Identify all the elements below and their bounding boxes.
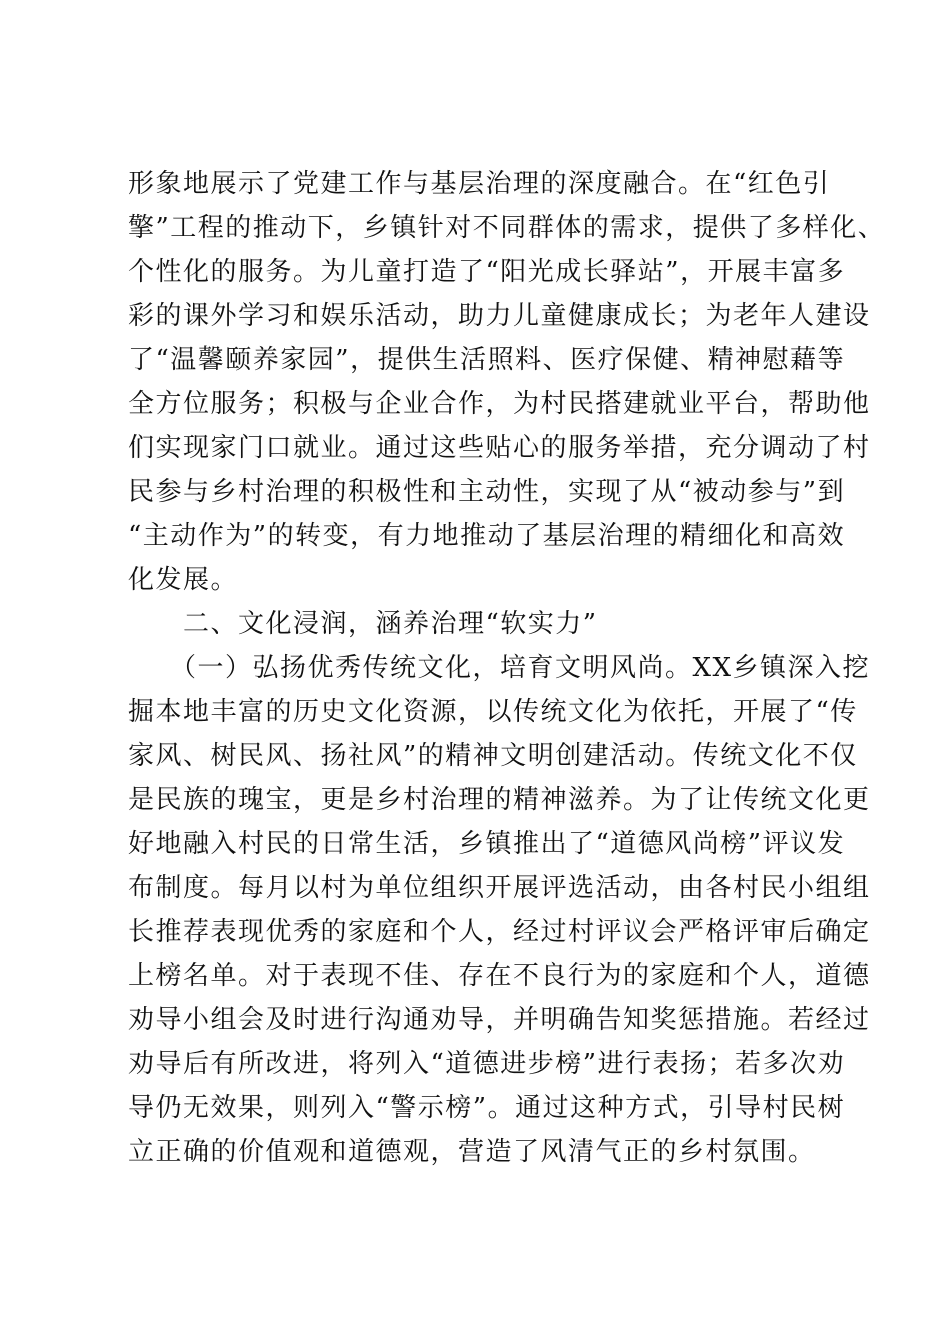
text-line: 家风、树民风、扬社风”的精神文明创建活动。传统文化不仅	[128, 741, 858, 771]
text-line: 个性化的服务。为儿童打造了“阳光成长驿站”，开展丰富多	[128, 257, 846, 287]
text-line: 长推荐表现优秀的家庭和个人，经过村评议会严格评审后确定	[128, 917, 871, 947]
section-heading: 二、文化浸润，涵养治理“软实力”	[128, 609, 598, 639]
text-line: 擎”工程的推动下，乡镇针对不同群体的需求，提供了多样化、	[128, 213, 886, 243]
text-line: 上榜名单。对于表现不佳、存在不良行为的家庭和个人，道德	[128, 961, 871, 991]
text-line: 是民族的瑰宝，更是乡村治理的精神滋养。为了让传统文化更	[128, 785, 871, 815]
text-line: （一）弘扬优秀传统文化，培育文明风尚。XX乡镇深入挖	[128, 653, 871, 683]
section-heading-culture	[128, 602, 848, 646]
text-line: “主动作为”的转变，有力地推动了基层治理的精细化和高效	[128, 521, 846, 551]
paragraph-services	[128, 162, 886, 602]
text-line: 形象地展示了党建工作与基层治理的深度融合。在“红色引	[128, 169, 831, 199]
text-line: 化发展。	[128, 565, 239, 595]
text-line: 了“温馨颐养家园”，提供生活照料、医疗保健、精神慰藉等	[128, 345, 846, 375]
text-line: 劝导后有所改进，将列入“道德进步榜”进行表扬；若多次劝	[128, 1049, 846, 1079]
paragraph-tradition	[128, 646, 871, 1174]
text-line: 劝导小组会及时进行沟通劝导，并明确告知奖惩措施。若经过	[128, 1005, 871, 1035]
text-line: 掘本地丰富的历史文化资源，以传统文化为依托，开展了“传	[128, 697, 858, 727]
document-body	[128, 162, 886, 1174]
text-line: 布制度。每月以村为单位组织开展评选活动，由各村民小组组	[128, 873, 871, 903]
text-line: 全方位服务；积极与企业合作，为村民搭建就业平台，帮助他	[128, 389, 871, 419]
text-line: 好地融入村民的日常生活，乡镇推出了“道德风尚榜”评议发	[128, 829, 846, 859]
text-line: 彩的课外学习和娱乐活动，助力儿童健康成长；为老年人建设	[128, 301, 871, 331]
text-line: 们实现家门口就业。通过这些贴心的服务举措，充分调动了村	[128, 433, 871, 463]
text-line: 民参与乡村治理的积极性和主动性，实现了从“被动参与”到	[128, 477, 846, 507]
text-line: 立正确的价值观和道德观，营造了风清气正的乡村氛围。	[128, 1137, 816, 1167]
text-line: 导仍无效果，则列入“警示榜”。通过这种方式，引导村民树	[128, 1093, 846, 1123]
